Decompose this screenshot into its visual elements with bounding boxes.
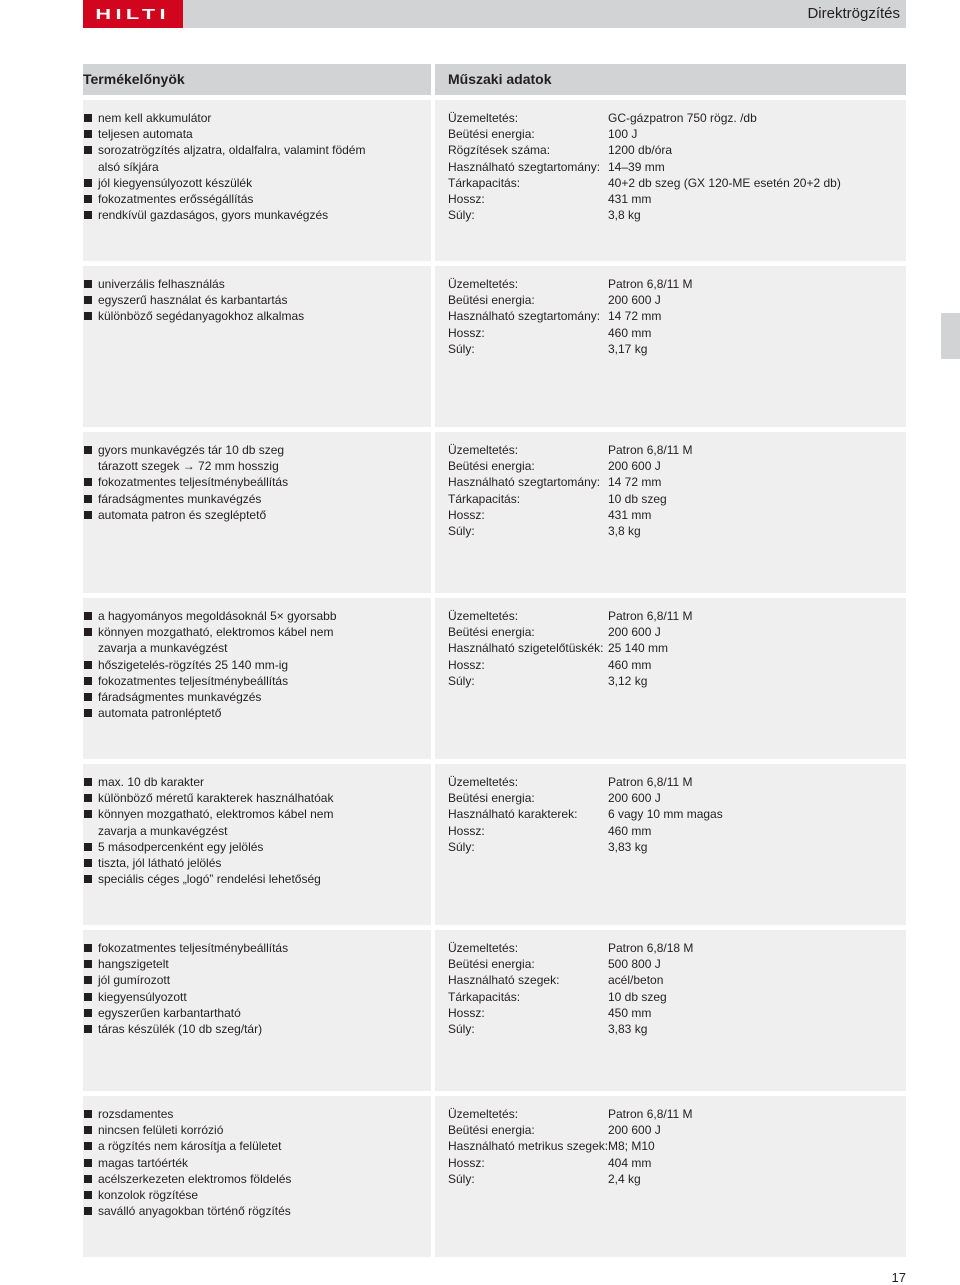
feature-item: tiszta, jól látható jelölés [83, 855, 333, 871]
feature-item: rendkívül gazdaságos, gyors munkavégzés [83, 207, 365, 223]
feature-item: kiegyensúlyozott [83, 989, 288, 1005]
spec-label: Hossz: [448, 1005, 485, 1020]
feature-list [83, 442, 288, 523]
spec-label: Súly: [448, 673, 475, 688]
spec-label: Beütési energia: [448, 791, 535, 806]
feature-item: konzolok rögzítése [83, 1187, 291, 1203]
feature-item: különböző méretű karakterek használhatóak [83, 790, 333, 806]
spec-label: Használható szigetelőtüskék: [448, 641, 604, 656]
spec-row [448, 806, 723, 822]
page-number: 17 [891, 1270, 906, 1285]
feature-item: 5 másodpercenként egy jelölés [83, 839, 333, 855]
specs-header-label: Műszaki adatok [448, 71, 552, 87]
spec-row [448, 491, 693, 507]
spec-row [448, 989, 693, 1005]
spec-row [448, 341, 693, 357]
specs-header [435, 64, 906, 95]
spec-value: 25 140 mm [608, 641, 669, 656]
spec-value: 2,4 kg [608, 1171, 641, 1186]
spec-value: 14 72 mm [608, 475, 662, 490]
spec-value: 3,12 kg [608, 673, 648, 688]
feature-item: automata patronléptető [83, 705, 337, 721]
spec-label: Használható metrikus szegek: [448, 1139, 609, 1154]
product-block [83, 930, 906, 1091]
spec-label: Hossz: [448, 507, 485, 522]
spec-table [448, 608, 693, 689]
spec-label: Hossz: [448, 1155, 485, 1170]
spec-label: Súly: [448, 208, 475, 223]
spec-label: Használható szegtartomány: [448, 159, 601, 174]
spec-row [448, 972, 693, 988]
feature-item: fokozatmentes erősségállítás [83, 191, 365, 207]
hilti-logo [83, 0, 183, 28]
spec-value: 3,8 kg [608, 208, 641, 223]
spec-row [448, 956, 693, 972]
spec-label: Súly: [448, 341, 475, 356]
spec-value: 500 800 J [608, 957, 661, 972]
feature-item: univerzális felhasználás [83, 276, 304, 292]
spec-row [448, 191, 841, 207]
spec-value: 431 mm [608, 507, 652, 522]
spec-row [448, 474, 693, 490]
spec-label: Beütési energia: [448, 459, 535, 474]
spec-label: Használható szegtartomány: [448, 309, 601, 324]
spec-row [448, 839, 723, 855]
spec-row [448, 1122, 693, 1138]
spec-row [448, 308, 693, 324]
product-block [83, 100, 906, 261]
spec-label: Üzemeltetés: [448, 1107, 519, 1121]
feature-item: jól gumírozott [83, 972, 288, 988]
spec-label: Súly: [448, 1022, 475, 1037]
section-title: Direktrögzítés [807, 5, 900, 22]
spec-value: acél/beton [608, 973, 664, 988]
feature-item: könnyen mozgatható, elektromos kábel nem [83, 624, 337, 640]
spec-value: 200 600 J [608, 791, 661, 806]
spec-value: 404 mm [608, 1155, 652, 1170]
feature-item: táras készülék (10 db szeg/tár) [83, 1021, 288, 1037]
spec-row [448, 774, 723, 790]
spec-label: Üzemeltetés: [448, 609, 519, 623]
feature-item: a hagyományos megoldásoknál 5× gyorsabb [83, 608, 337, 624]
spec-row [448, 207, 841, 223]
spec-value: Patron 6,8/11 M [608, 609, 693, 623]
spec-table [448, 774, 723, 855]
features-header-label: Termékelőnyök [83, 71, 185, 87]
feature-item: fokozatmentes teljesítménybeállítás [83, 673, 337, 689]
spec-label: Beütési energia: [448, 625, 535, 640]
feature-list [83, 608, 337, 721]
feature-item: sorozatrögzítés aljzatra, oldalfalra, valamint födém [83, 142, 365, 158]
spec-row [448, 142, 841, 158]
spec-row [448, 1171, 693, 1187]
spec-label: Tárkapacitás: [448, 175, 521, 190]
product-block [83, 432, 906, 593]
spec-value: 460 mm [608, 325, 652, 340]
feature-item: rozsdamentes [83, 1106, 291, 1122]
feature-list [83, 110, 365, 223]
feature-item: jól kiegyensúlyozott készülék [83, 175, 365, 191]
spec-value: 200 600 J [608, 459, 661, 474]
feature-item: különböző segédanyagokhoz alkalmas [83, 308, 304, 324]
feature-item: fokozatmentes teljesítménybeállítás [83, 474, 288, 490]
spec-row [448, 608, 693, 624]
spec-value: M8; M10 [608, 1139, 655, 1154]
feature-list [83, 940, 288, 1037]
spec-label: Üzemeltetés: [448, 111, 519, 125]
spec-row [448, 1155, 693, 1171]
spec-value: 460 mm [608, 657, 652, 672]
feature-item: hangszigetelt [83, 956, 288, 972]
spec-row [448, 175, 841, 191]
side-tab-marker [941, 313, 960, 359]
spec-value: Patron 6,8/11 M [608, 775, 693, 789]
feature-item: fokozatmentes teljesítménybeállítás [83, 940, 288, 956]
spec-value: 3,83 kg [608, 839, 648, 854]
spec-value: 431 mm [608, 192, 652, 207]
spec-value: 3,17 kg [608, 341, 648, 356]
spec-label: Súly: [448, 839, 475, 854]
spec-label: Beütési energia: [448, 127, 535, 142]
feature-item: nem kell akkumulátor [83, 110, 365, 126]
product-block [83, 1096, 906, 1257]
spec-value: 200 600 J [608, 1123, 661, 1138]
feature-item: alsó síkjára [98, 159, 159, 174]
top-bar [83, 0, 906, 28]
spec-label: Beütési energia: [448, 1123, 535, 1138]
feature-item: automata patron és szegléptető [83, 507, 288, 523]
spec-row [448, 442, 693, 458]
spec-value: 3,83 kg [608, 1022, 648, 1037]
spec-value: 14 72 mm [608, 309, 662, 324]
spec-label: Rögzítések száma: [448, 143, 551, 158]
spec-label: Használható szegtartomány: [448, 475, 601, 490]
spec-value: 200 600 J [608, 293, 661, 308]
spec-label: Súly: [448, 524, 475, 539]
spec-label: Üzemeltetés: [448, 775, 519, 789]
spec-value: 100 J [608, 127, 638, 142]
feature-list [83, 774, 333, 887]
logo-text: HILTI [95, 5, 171, 23]
spec-row [448, 823, 723, 839]
spec-label: Hossz: [448, 325, 485, 340]
spec-row [448, 1021, 693, 1037]
spec-table [448, 110, 841, 223]
spec-label: Tárkapacitás: [448, 491, 521, 506]
spec-label: Üzemeltetés: [448, 941, 519, 955]
spec-value: GC-gázpatron 750 rögz. /db [608, 111, 757, 125]
spec-value: Patron 6,8/11 M [608, 1107, 693, 1121]
product-block [83, 598, 906, 759]
feature-item: fáradságmentes munkavégzés [83, 689, 337, 705]
spec-row [448, 523, 693, 539]
feature-item: könnyen mozgatható, elektromos kábel nem [83, 806, 333, 822]
feature-item: zavarja a munkavégzést [98, 823, 228, 838]
spec-label: Üzemeltetés: [448, 277, 519, 291]
spec-row [448, 1106, 693, 1122]
spec-label: Tárkapacitás: [448, 989, 521, 1004]
product-block [83, 266, 906, 427]
column-header-row [83, 64, 906, 95]
spec-label: Hossz: [448, 192, 485, 207]
feature-item: acélszerkezeten elektromos földelés [83, 1171, 291, 1187]
feature-item: egyszerűen karbantartható [83, 1005, 288, 1021]
spec-row [448, 657, 693, 673]
spec-row [448, 790, 723, 806]
feature-item: egyszerű használat és karbantartás [83, 292, 304, 308]
spec-value: 10 db szeg [608, 989, 667, 1004]
feature-item: max. 10 db karakter [83, 774, 333, 790]
spec-table [448, 1106, 693, 1187]
spec-table [448, 940, 693, 1037]
spec-row [448, 940, 693, 956]
spec-value: Patron 6,8/11 M [608, 443, 693, 457]
spec-label: Hossz: [448, 657, 485, 672]
spec-value: 3,8 kg [608, 524, 641, 539]
spec-row [448, 110, 841, 126]
feature-item: teljesen automata [83, 126, 365, 142]
spec-label: Hossz: [448, 823, 485, 838]
feature-item: speciális céges „logó” rendelési lehetőség [83, 871, 333, 887]
spec-value: 14–39 mm [608, 159, 665, 174]
feature-item: tárazott szegek → 72 mm hosszig [98, 459, 279, 474]
spec-value: 200 600 J [608, 625, 661, 640]
spec-value: 460 mm [608, 823, 652, 838]
spec-label: Beütési energia: [448, 293, 535, 308]
spec-label: Üzemeltetés: [448, 443, 519, 457]
spec-row [448, 507, 693, 523]
spec-value: 40+2 db szeg (GX 120-ME esetén 20+2 db) [608, 175, 841, 190]
features-header [83, 64, 431, 95]
feature-item: fáradságmentes munkavégzés [83, 491, 288, 507]
spec-value: 10 db szeg [608, 491, 667, 506]
spec-value: 450 mm [608, 1005, 652, 1020]
feature-item: hőszigetelés-rögzítés 25 140 mm-ig [83, 657, 337, 673]
spec-label: Beütési energia: [448, 957, 535, 972]
spec-row [448, 325, 693, 341]
feature-item: nincsen felületi korrózió [83, 1122, 291, 1138]
spec-label: Súly: [448, 1171, 475, 1186]
product-block [83, 764, 906, 925]
spec-label: Használható szegek: [448, 973, 560, 988]
feature-list [83, 1106, 291, 1219]
spec-label: Használható karakterek: [448, 807, 578, 822]
spec-value: Patron 6,8/18 M [608, 941, 694, 955]
spec-row [448, 458, 693, 474]
spec-value: 1200 db/óra [608, 143, 673, 158]
feature-item: zavarja a munkavégzést [98, 641, 228, 656]
spec-row [448, 640, 693, 656]
spec-row [448, 292, 693, 308]
feature-list [83, 276, 304, 325]
feature-item: a rögzítés nem károsítja a felületet [83, 1138, 291, 1154]
spec-row [448, 276, 693, 292]
feature-item: saválló anyagokban történő rögzítés [83, 1203, 291, 1219]
spec-row [448, 126, 841, 142]
spec-value: Patron 6,8/11 M [608, 277, 693, 291]
spec-row [448, 159, 841, 175]
spec-table [448, 276, 693, 357]
feature-item: magas tartóérték [83, 1155, 291, 1171]
spec-row [448, 624, 693, 640]
spec-table [448, 442, 693, 539]
spec-row [448, 1005, 693, 1021]
spec-row [448, 673, 693, 689]
spec-value: 6 vagy 10 mm magas [608, 807, 723, 822]
feature-item: gyors munkavégzés tár 10 db szeg [83, 442, 288, 458]
spec-row [448, 1138, 693, 1154]
